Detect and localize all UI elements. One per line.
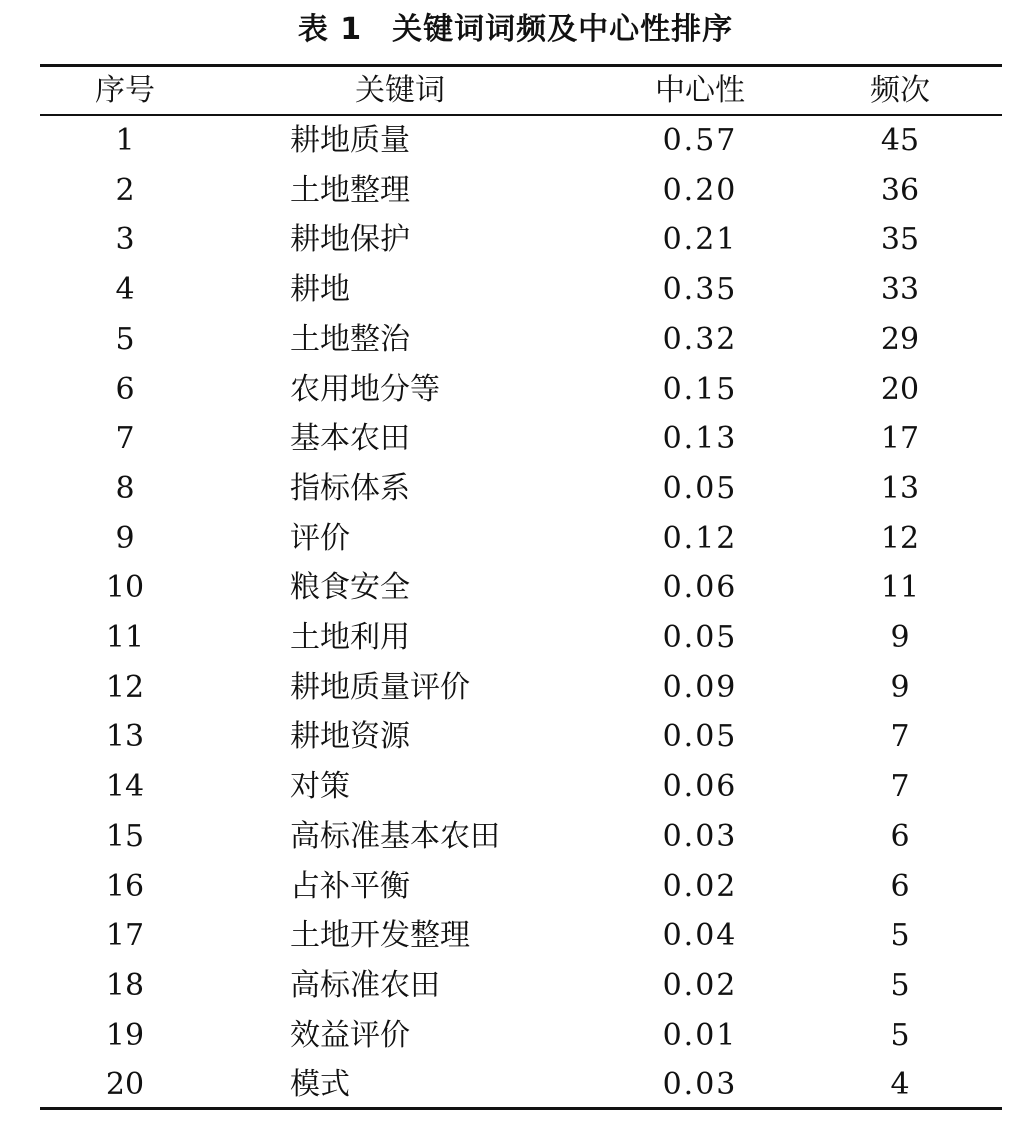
- table-row: [40, 265, 1002, 315]
- cell-index: 8: [115, 470, 135, 506]
- cell-frequency: 5: [890, 967, 910, 1003]
- table-row: [40, 514, 1002, 564]
- cell-index: 4: [115, 272, 135, 308]
- cell-frequency: 12: [880, 520, 920, 556]
- cell-index: 15: [105, 818, 145, 854]
- cell-keyword: 基本农田: [290, 421, 410, 457]
- header-centrality: 中心性: [655, 73, 745, 108]
- table-row: [40, 1011, 1002, 1061]
- cell-centrality: 0.01: [662, 1017, 738, 1053]
- cell-index: 19: [105, 1017, 145, 1053]
- cell-centrality: 0.05: [662, 620, 738, 655]
- cell-frequency: 6: [890, 818, 910, 854]
- cell-index: 9: [115, 520, 135, 556]
- cell-index: 20: [105, 1067, 145, 1103]
- table-number: 表 1: [297, 12, 363, 47]
- cell-index: 10: [105, 570, 145, 606]
- cell-centrality: 0.21: [662, 222, 738, 258]
- cell-centrality: 0.02: [662, 868, 738, 904]
- cell-frequency: 33: [880, 272, 920, 308]
- cell-centrality: 0.02: [662, 967, 738, 1003]
- table-row: [40, 961, 1002, 1011]
- cell-keyword: 土地整理: [290, 172, 410, 208]
- table-row: [40, 464, 1002, 514]
- cell-keyword: 评价: [290, 520, 350, 556]
- cell-index: 3: [115, 222, 135, 258]
- cell-keyword: 粮食安全: [290, 570, 410, 606]
- cell-frequency: 7: [890, 719, 910, 755]
- cell-keyword: 模式: [290, 1067, 350, 1103]
- cell-index: 17: [105, 918, 145, 954]
- cell-keyword: 耕地质量评价: [290, 669, 470, 705]
- cell-keyword: 指标体系: [290, 470, 410, 506]
- cell-centrality: 0.06: [662, 570, 738, 606]
- cell-index: 7: [115, 421, 135, 457]
- cell-frequency: 7: [890, 769, 910, 805]
- cell-frequency: 35: [880, 222, 920, 258]
- cell-index: 1: [115, 123, 135, 158]
- cell-centrality: 0.57: [662, 123, 738, 158]
- cell-frequency: 11: [880, 570, 920, 606]
- cell-centrality: 0.12: [662, 520, 738, 556]
- cell-frequency: 36: [880, 172, 920, 208]
- cell-centrality: 0.03: [662, 818, 738, 854]
- table-row: [40, 166, 1002, 216]
- cell-keyword: 高标准基本农田: [290, 818, 500, 854]
- cell-centrality: 0.20: [662, 172, 738, 208]
- cell-frequency: 5: [890, 918, 910, 954]
- cell-frequency: 17: [880, 421, 920, 457]
- cell-index: 16: [105, 868, 145, 904]
- cell-keyword: 耕地资源: [290, 719, 410, 755]
- table-caption: 关键词词频及中心性排序: [392, 12, 734, 47]
- table-row: [40, 116, 1002, 166]
- table-row: [40, 414, 1002, 464]
- table-row: [40, 911, 1002, 961]
- cell-index: 13: [105, 719, 145, 755]
- cell-frequency: 45: [880, 123, 920, 158]
- cell-centrality: 0.04: [662, 918, 738, 954]
- table-row: [40, 762, 1002, 812]
- cell-keyword: 效益评价: [290, 1017, 410, 1053]
- cell-frequency: 6: [890, 868, 910, 904]
- cell-keyword: 耕地保护: [290, 222, 410, 258]
- cell-index: 18: [105, 967, 145, 1003]
- cell-centrality: 0.32: [662, 321, 738, 357]
- cell-centrality: 0.13: [662, 421, 738, 457]
- cell-centrality: 0.03: [662, 1067, 738, 1103]
- cell-centrality: 0.05: [662, 470, 738, 506]
- cell-keyword: 耕地: [290, 272, 350, 308]
- table-row: [40, 663, 1002, 713]
- cell-keyword: 高标准农田: [290, 967, 440, 1003]
- cell-frequency: 20: [880, 371, 920, 407]
- cell-centrality: 0.35: [662, 272, 738, 308]
- cell-index: 11: [105, 620, 145, 655]
- cell-centrality: 0.15: [662, 371, 738, 407]
- cell-keyword: 土地整治: [290, 321, 410, 357]
- cell-keyword: 土地开发整理: [290, 918, 470, 954]
- cell-frequency: 29: [880, 321, 920, 357]
- table-row: [40, 215, 1002, 265]
- cell-frequency: 13: [880, 470, 920, 506]
- cell-keyword: 土地利用: [290, 620, 410, 655]
- table-row: [40, 712, 1002, 762]
- table-row: [40, 862, 1002, 912]
- cell-index: 12: [105, 669, 145, 705]
- cell-keyword: 对策: [290, 769, 350, 805]
- cell-centrality: 0.06: [662, 769, 738, 805]
- cell-frequency: 9: [890, 620, 910, 655]
- header-keyword: 关键词: [355, 73, 445, 108]
- cell-frequency: 5: [890, 1017, 910, 1053]
- bottom-rule: [40, 1107, 1002, 1110]
- cell-frequency: 9: [890, 669, 910, 705]
- header-frequency: 频次: [870, 73, 930, 108]
- cell-index: 6: [115, 371, 135, 407]
- cell-keyword: 占补平衡: [290, 868, 410, 904]
- cell-keyword: 农用地分等: [290, 371, 440, 407]
- table-row: [40, 315, 1002, 365]
- cell-index: 14: [105, 769, 145, 805]
- cell-frequency: 4: [890, 1067, 910, 1103]
- cell-keyword: 耕地质量: [290, 123, 410, 158]
- table-header-row: [40, 66, 1002, 116]
- table-title: [0, 10, 1031, 50]
- table-row: [40, 812, 1002, 862]
- cell-centrality: 0.09: [662, 669, 738, 705]
- cell-index: 2: [115, 172, 135, 208]
- table-row: [40, 613, 1002, 663]
- table-row: [40, 563, 1002, 613]
- cell-index: 5: [115, 321, 135, 357]
- header-index: 序号: [95, 73, 155, 108]
- cell-centrality: 0.05: [662, 719, 738, 755]
- table-row: [40, 365, 1002, 415]
- table-row: [40, 1060, 1002, 1110]
